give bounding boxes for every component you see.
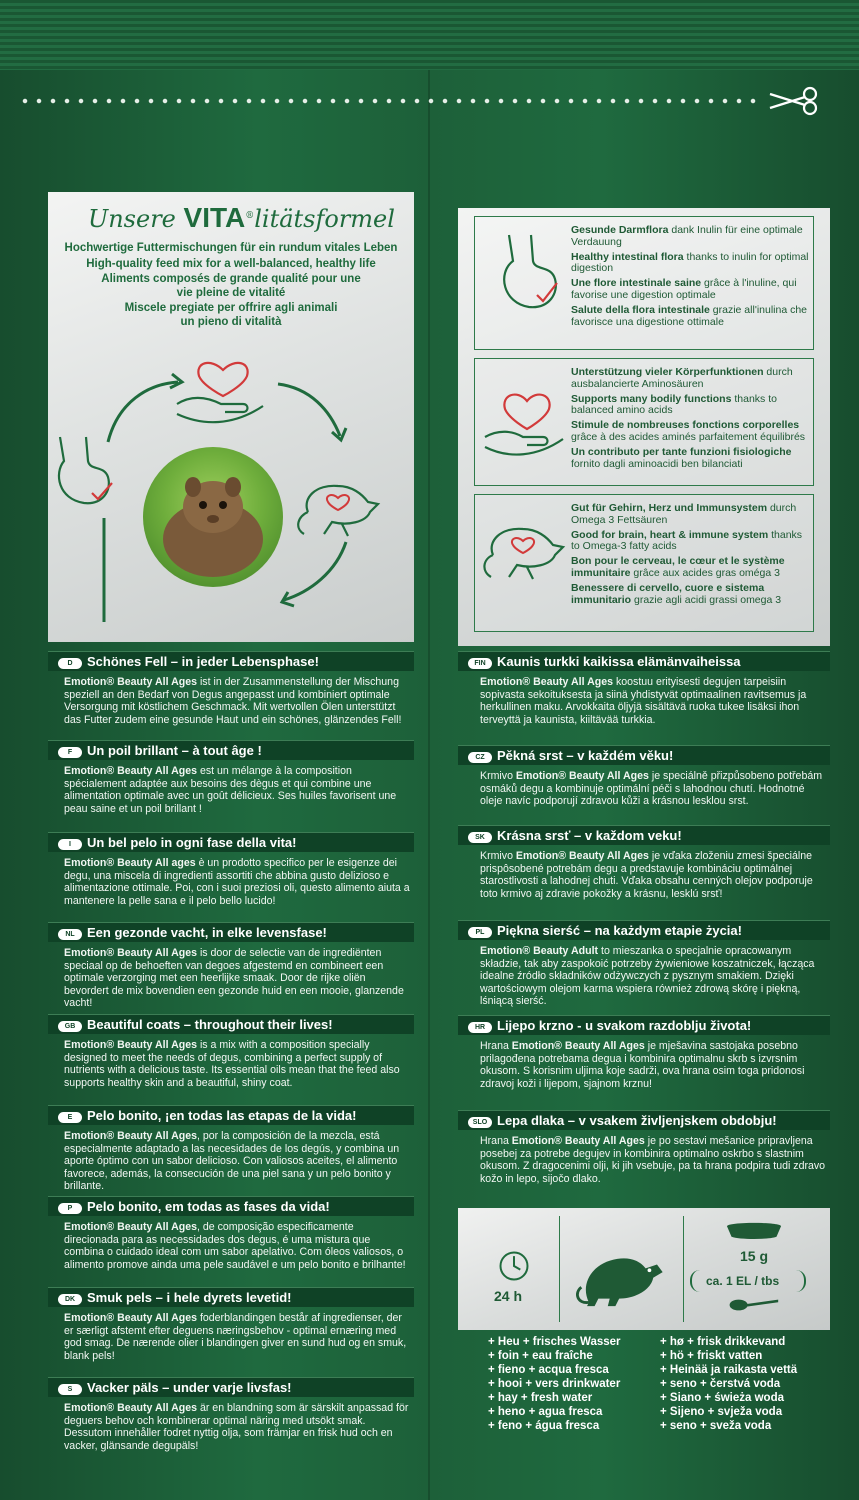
- degu-heart-icon: [298, 486, 378, 536]
- section-body-it: Emotion® Beauty All ages è un prodotto specifico per le esigenze dei degu, una miscela di ingredienti assortiti che abbina gusto delizioso e alimentazione ottimale. Poi, con i suoi preziosi oli, questo alimento aiuta a mantenere la pelle sana e il pelo bello lucido!: [64, 857, 410, 907]
- clock-icon: [496, 1248, 532, 1284]
- degu-cell: [560, 1216, 684, 1322]
- section-body-hr: Hrana Emotion® Beauty All Ages je mješavina sastojaka posebno prilagođena potrebama degua i kombinira optimalnu skrb s izvrsnim okusom. S korisnim uljima koje sadrži, ova hrana osim toga pridonosi zdravoj koži i lijepom, sjajnom krznu!: [480, 1040, 805, 1090]
- degu-silhouette-icon: [570, 1234, 674, 1314]
- spoon-measure-label: ca. 1 EL / tbs: [706, 1274, 780, 1288]
- feeding-guide-panel: [458, 1208, 830, 1330]
- vitality-formula-panel: [48, 192, 414, 642]
- degu-heart-icon: [483, 509, 569, 595]
- vitality-title: Unsere VITA®litätsformel: [88, 202, 395, 233]
- section-header-se: S Vacker päls – under varje livsfas!: [48, 1377, 414, 1397]
- section-header-nl: NL Een gezonde vacht, in elke levensfase!: [48, 922, 414, 942]
- section-body-gb: Emotion® Beauty All Ages is a mix with a composition specially designed to meet the needs of degus, combining a perfect supply of nutrients with a delicious taste. Its essential oils mean that the feed also supports healthy skin and a beautiful, shiny coat.: [64, 1039, 400, 1089]
- section-body-fr: Emotion® Beauty All Ages est un mélange à la composition spécialement adaptée aux besoins des dègus et qui combine une alimentation optimale avec un goût délicieux. Ses huiles favorisent une peau saine et un poil brillant !: [64, 765, 397, 815]
- food-bowl-icon: [724, 1218, 784, 1242]
- benefit-digestion: Gesunde Darmflora dank Inulin für eine optimale Verdauung Healthy intestinal flora thanks to inulin for optimal digestion Une flore intestinale saine grâce à l'inuline, qui favorise une digestion optimale Salute della flora intestinale grazie all'inulina che favorisce una digestione ottimale: [474, 216, 814, 350]
- heart-hand-icon: [177, 363, 263, 422]
- vitality-subtitles: Hochwertige Futtermischungen für ein rundum vitales Leben High-quality feed mix for a well-balanced, healthy life Aliments composés de grande qualité pour une vie pleine de vitalité Miscele pregiate per offrire agli animali un pieno di vitalità: [64, 242, 398, 328]
- scissors-icon[interactable]: [762, 86, 820, 116]
- section-header-de: D Schönes Fell – in jeder Lebensphase!: [48, 651, 414, 671]
- section-header-pl: PL Piękna sierść – na każdym etapie życia!: [458, 920, 830, 940]
- feeding-amount-label: 15 g: [740, 1248, 769, 1264]
- section-header-slo: SLO Lepa dlaka – v vsakem življenjskem obdobju!: [458, 1110, 830, 1130]
- section-body-slo: Hrana Emotion® Beauty All Ages je po sestavi mešanice pripravljena posebej za potrebe degujev in kombinira optimalno oskrbo s slastnim okusom. Z dragocenimi olji, ki jih vsebuje, pa ta hrana podpira tudi zdravo kožo in lepo, sijočo dlako.: [480, 1135, 826, 1185]
- tear-perforation: [18, 98, 758, 104]
- section-header-sk: SK Krásna srsť – v každom veku!: [458, 825, 830, 845]
- section-body-cz: Krmivo Emotion® Beauty All Ages je speciálně přizpůsobeno potřebám osmáků degu a kombinuje optimální péči s lahodnou chutí. Hodnotné oleje navíc podporují zdravou kůži a krásnou lesklou srst.: [480, 770, 823, 808]
- feeding-amount-cell: [684, 1216, 816, 1322]
- section-header-fr: F Un poil brillant – à tout âge !: [48, 740, 414, 760]
- stomach-icon: [483, 231, 569, 317]
- section-header-pt: P Pelo bonito, em todas as fases da vida!: [48, 1196, 414, 1216]
- cycle-arrow: [108, 382, 178, 442]
- section-body-es: Emotion® Beauty All Ages, por la composición de la mezcla, está especialmente adaptado a las necesidades de los degús, y combina un aporte óptimo con un sabor delicioso. Con valiosos aceites, el alimento favorece, además, la consecución de una piel sana y un pelo bonito y brillante.: [64, 1130, 400, 1193]
- section-body-fi: Emotion® Beauty All Ages koostuu erityisesti degujen tarpeisiin sopivasta sekoituksesta ja siinä yhdistyvät optimaalinen ravitsemus ja herkullinen maku. Arvokkaita öljyjä sisältävä ruoka tukee lisäksi ihon terveyttä ja kaunista, kiiltävää turkkia.: [480, 676, 807, 726]
- benefits-panel: [458, 208, 830, 646]
- heart-hand-icon: [483, 373, 569, 459]
- section-header-gb: GB Beautiful coats – throughout their lives!: [48, 1014, 414, 1034]
- section-body-pl: Emotion® Beauty Adult to mieszanka o specjalnie opracowanym składzie, tak aby zaspokoić potrzeby żywieniowe koszatniczek, łącząca idealne źródło składników odżywczych z pysznym smakiem. Dzięki wartościowym olejom karma wspiera również zdrową skórę i piękną, lśniącą sierść.: [480, 945, 815, 1008]
- section-body-se: Emotion® Beauty All Ages är en blandning som är särskilt anpassad för deguers behov och kombinerar optimal näring med utsökt smak. Dessutom innehåller fodret nyttig olja, som främjar en frisk hud och en vacker, glänsande degupäls!: [64, 1402, 409, 1452]
- feeding-time-label: 24 h: [494, 1288, 523, 1304]
- section-body-sk: Krmivo Emotion® Beauty All Ages je vďaka zloženiu zmesi špeciálne prispôsobené potrebám degu a predstavuje kombináciu optimálnej starostlivosti a lahodnej chuti. Vďaka obsahu cenných olejov podporuje toto krmivo aj zdravie pokožky a krásnu, lesklú srsť!: [480, 850, 813, 900]
- section-header-fi: FIN Kaunis turkki kaikissa elämänvaiheissa: [458, 651, 830, 671]
- degu-photo: [143, 447, 283, 587]
- section-body-dk: Emotion® Beauty All Ages foderblandingen består af ingredienser, der er særligt afstemt efter deguens næringsbehov - optimal ernæring med god smag. De nærende olier i blandingen giver en sund hud og en smuk, blank pels!: [64, 1312, 407, 1362]
- feeding-time-cell: [472, 1216, 560, 1322]
- hay-water-list-right: + hø + frisk drikkevand + hö + friskt vatten + Heinää ja raikasta vettä + seno + čerstvá voda + Siano + świeża woda + Sijeno + svježa voda + seno + sveža voda: [660, 1336, 798, 1432]
- stomach-icon: [59, 437, 112, 503]
- section-header-es: E Pelo bonito, ¡en todas las etapas de la vida!: [48, 1105, 414, 1125]
- benefit-body-functions: Unterstützung vieler Körperfunktionen durch ausbalancierte Aminosäuren Supports many bodily functions thanks to balanced amino acids Stimule de nombreuses fonctions corporelles grâce à des acides aminés parfaitement équilibrés Un contributo per tante funzioni fisiologiche fornito dagli aminoacidi ben bilanciati: [474, 358, 814, 486]
- section-body-de: Emotion® Beauty All Ages ist in der Zusammenstellung der Mischung speziell an den Bedarf von Degus angepasst und kombiniert optimale Versorgung mit köstlichem Geschmack. Mit wertvollen Ölen unterstützt das Futter zudem eine gesunde Haut und ein schönes, glänzendes Fell!: [64, 676, 402, 726]
- fold-line: [428, 70, 430, 1500]
- section-header-dk: DK Smuk pels – i hele dyrets levetid!: [48, 1287, 414, 1307]
- section-header-cz: CZ Pěkná srst – v každém věku!: [458, 745, 830, 765]
- hay-water-list-left: + Heu + frisches Wasser + foin + eau fraîche + fieno + acqua fresca + hooi + vers drinkwater + hay + fresh water + heno + agua fresca + feno + água fresca: [488, 1336, 621, 1432]
- section-header-hr: HR Lijepo krzno - u svakom razdoblju života!: [458, 1015, 830, 1035]
- section-body-pt: Emotion® Beauty All Ages, de composição especificamente direcionada para as necessidades dos degus, é uma mistura que combina o cuidado ideal com um sabor apelativo. Com óleos valiosos, o alimento promove ainda uma pele saudável e um pelo bonito e brilhante!: [64, 1221, 406, 1271]
- section-header-it: I Un bel pelo in ogni fase della vita!: [48, 832, 414, 852]
- benefit-brain-heart-immune: Gut für Gehirn, Herz und Immunsystem durch Omega 3 Fettsäuren Good for brain, heart & immune system thanks to Omega-3 fatty acids Bon pour le cerveau, le cœur et le système immunitaire grâce aux acides gras oméga 3 Benessere di cervello, cuore e sistema immunitario grazie agli acidi grassi omega 3: [474, 494, 814, 632]
- section-body-nl: Emotion® Beauty All Ages is door de selectie van de ingrediënten speciaal op de behoeften van degoes afgestemd en combineert een optimale verzorging met een heerlijke smaak. Door de rijke oliën bevordert de mix bovendien een gezonde huid en een mooie, glanzende vacht!: [64, 947, 404, 1010]
- spoon-icon: [726, 1296, 780, 1314]
- top-seal: [0, 0, 859, 70]
